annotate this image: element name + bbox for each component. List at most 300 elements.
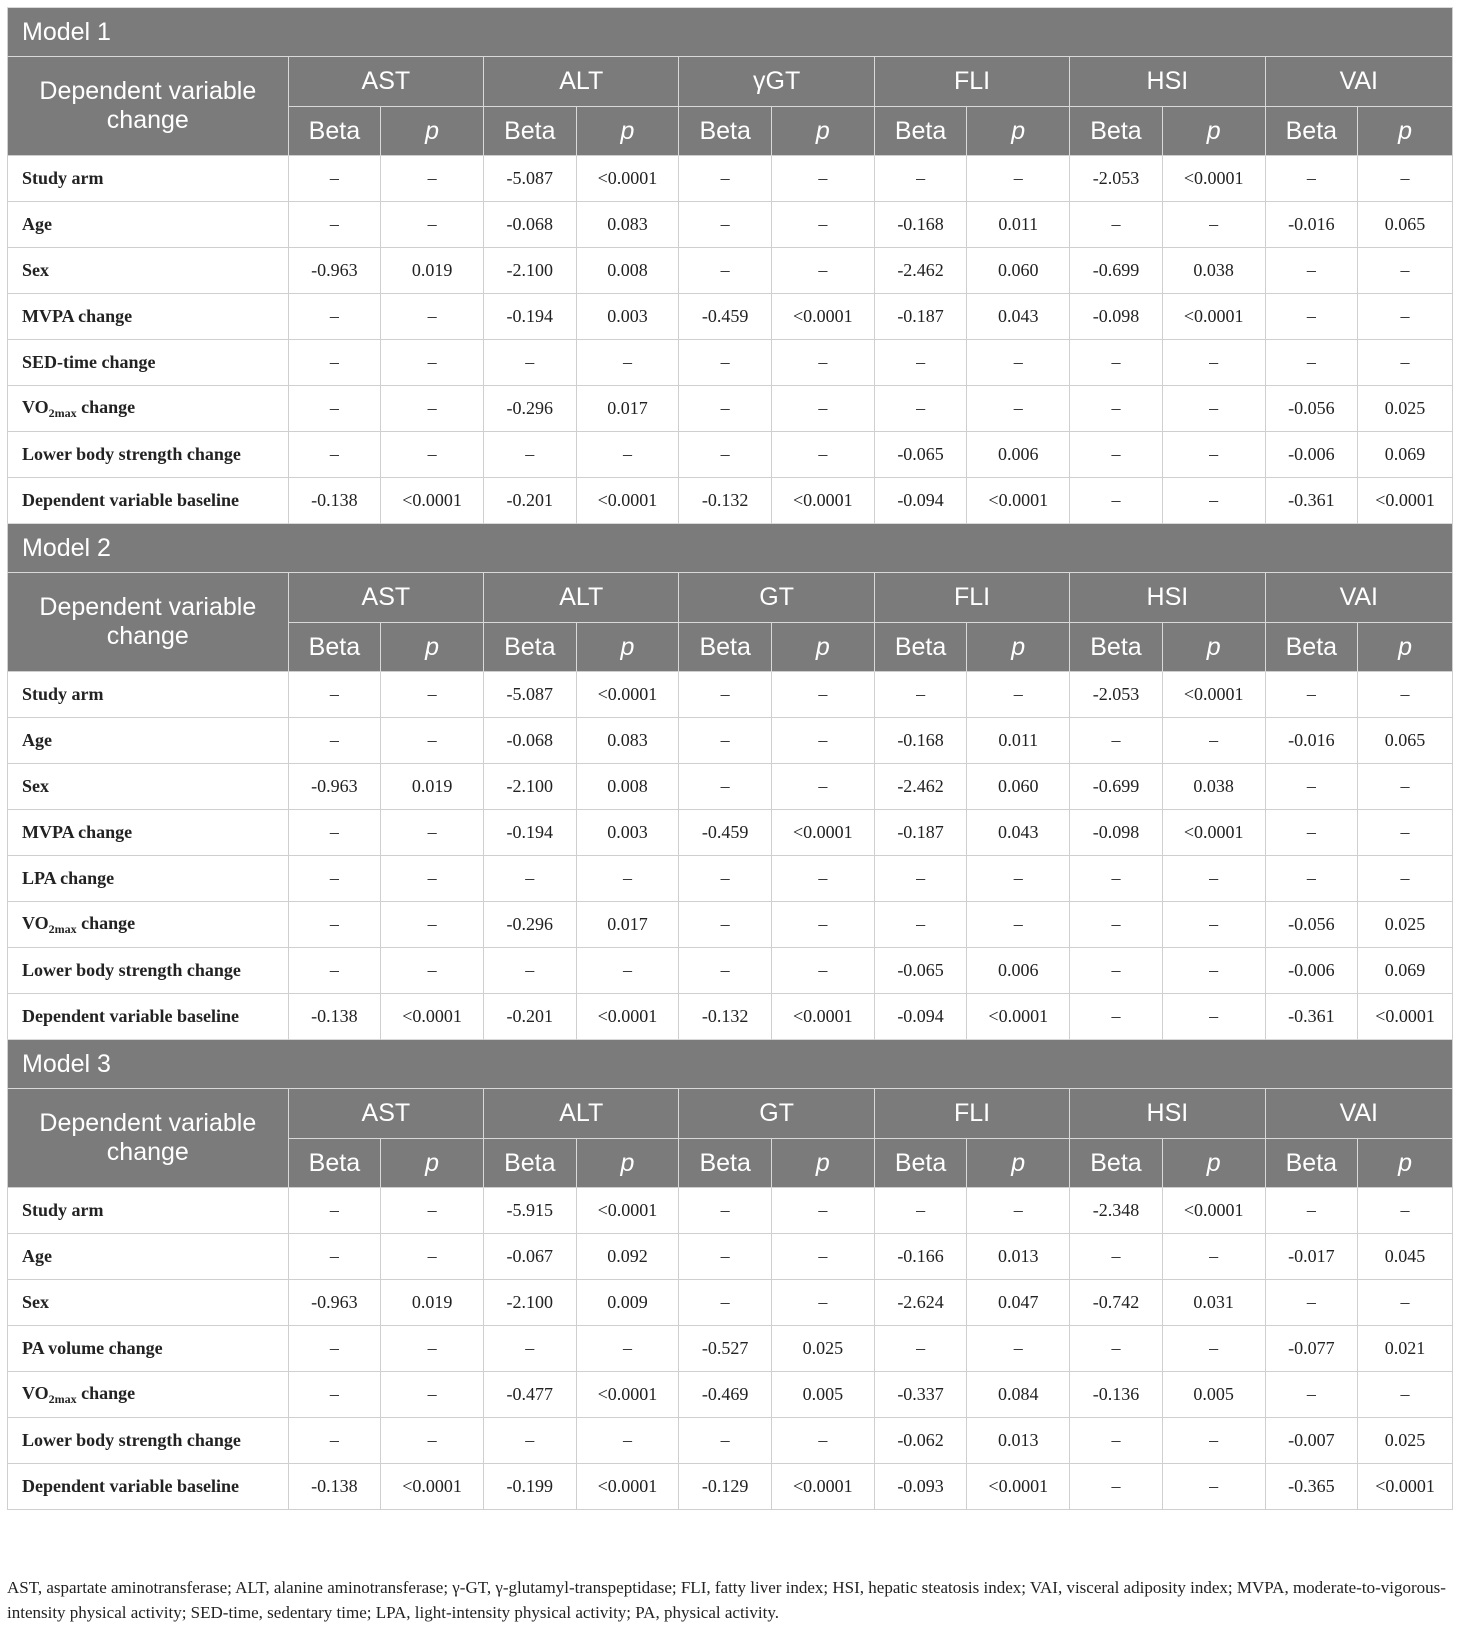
p-value-cell: – xyxy=(771,1418,874,1464)
beta-cell: – xyxy=(1265,248,1358,294)
p-value-cell: – xyxy=(771,948,874,994)
p-value-cell: – xyxy=(967,386,1070,432)
beta-cell: -0.056 xyxy=(1265,386,1358,432)
beta-cell: -0.459 xyxy=(679,294,772,340)
beta-header: Beta xyxy=(484,107,577,156)
outcome-column-header: γGT xyxy=(679,57,874,107)
p-value-header xyxy=(1162,623,1265,672)
regression-results-table xyxy=(7,7,1453,1510)
p-value-cell: <0.0001 xyxy=(771,478,874,524)
model-title-row xyxy=(8,524,1453,573)
p-value-cell: – xyxy=(381,948,484,994)
beta-cell: – xyxy=(1070,902,1163,948)
beta-cell: – xyxy=(484,856,577,902)
p-value-cell: <0.0001 xyxy=(771,294,874,340)
p-value-cell: – xyxy=(576,340,679,386)
p-value-cell: – xyxy=(1358,1280,1453,1326)
beta-cell: – xyxy=(1070,386,1163,432)
beta-cell: -0.138 xyxy=(288,478,381,524)
p-value-cell: 0.069 xyxy=(1358,432,1453,478)
beta-cell: – xyxy=(679,1188,772,1234)
row-label: Age xyxy=(8,718,289,764)
beta-cell: -0.056 xyxy=(1265,902,1358,948)
beta-header: Beta xyxy=(874,623,967,672)
p-value-cell: – xyxy=(967,1326,1070,1372)
p-value-cell: <0.0001 xyxy=(1358,478,1453,524)
beta-cell: – xyxy=(679,1234,772,1280)
beta-cell: -0.699 xyxy=(1070,248,1163,294)
p-value-cell: – xyxy=(1358,294,1453,340)
table-row xyxy=(8,764,1453,810)
p-value-cell: 0.025 xyxy=(1358,902,1453,948)
beta-cell: -0.187 xyxy=(874,810,967,856)
beta-cell: – xyxy=(874,672,967,718)
model-title-row xyxy=(8,8,1453,57)
p-value-cell: 0.047 xyxy=(967,1280,1070,1326)
beta-cell: – xyxy=(484,1326,577,1372)
p-value-cell: – xyxy=(771,432,874,478)
p-value-header xyxy=(1162,1139,1265,1188)
p-label: p xyxy=(1011,116,1026,145)
dependent-variable-header: Dependent variable change xyxy=(8,57,289,156)
p-value-cell: – xyxy=(381,340,484,386)
p-value-cell: – xyxy=(381,1326,484,1372)
p-value-cell: – xyxy=(771,1188,874,1234)
p-value-cell: 0.038 xyxy=(1162,248,1265,294)
beta-cell: -0.365 xyxy=(1265,1464,1358,1510)
beta-cell: – xyxy=(288,1188,381,1234)
p-label: p xyxy=(815,1148,830,1177)
p-value-cell: <0.0001 xyxy=(967,1464,1070,1510)
table-row xyxy=(8,1326,1453,1372)
p-value-header xyxy=(1162,107,1265,156)
p-value-cell: – xyxy=(1162,1234,1265,1280)
p-value-cell: 0.006 xyxy=(967,432,1070,478)
row-label: $VO_{2max}$ change xyxy=(8,386,289,432)
p-value-cell: – xyxy=(967,1188,1070,1234)
beta-header: Beta xyxy=(1070,623,1163,672)
p-value-cell: <0.0001 xyxy=(576,1464,679,1510)
p-value-header xyxy=(381,1139,484,1188)
p-value-cell: – xyxy=(381,810,484,856)
p-label: p xyxy=(1398,632,1412,661)
outcome-column-header: ALT xyxy=(484,573,679,623)
model-title: Model 1 xyxy=(8,8,1453,57)
beta-cell: -0.168 xyxy=(874,718,967,764)
beta-header: Beta xyxy=(288,623,381,672)
outcome-column-header: HSI xyxy=(1070,57,1265,107)
p-value-cell: 0.003 xyxy=(576,294,679,340)
p-value-cell: – xyxy=(771,1234,874,1280)
outcome-column-header: HSI xyxy=(1070,573,1265,623)
beta-cell: -0.068 xyxy=(484,202,577,248)
beta-cell: -0.742 xyxy=(1070,1280,1163,1326)
beta-cell: – xyxy=(288,202,381,248)
table-row xyxy=(8,902,1453,948)
p-value-cell: – xyxy=(771,156,874,202)
p-value-cell: – xyxy=(1358,856,1453,902)
beta-cell: -0.065 xyxy=(874,948,967,994)
beta-cell: – xyxy=(1070,1234,1163,1280)
p-value-cell: – xyxy=(381,1234,484,1280)
p-value-cell: 0.031 xyxy=(1162,1280,1265,1326)
p-value-header xyxy=(967,107,1070,156)
row-label: Sex xyxy=(8,764,289,810)
beta-header: Beta xyxy=(484,623,577,672)
p-label: p xyxy=(1398,116,1412,145)
beta-header: Beta xyxy=(1265,1139,1358,1188)
p-label: p xyxy=(815,632,830,661)
p-value-cell: 0.043 xyxy=(967,294,1070,340)
p-value-cell: – xyxy=(1162,432,1265,478)
p-value-cell: – xyxy=(381,902,484,948)
beta-cell: – xyxy=(288,294,381,340)
beta-cell: -2.100 xyxy=(484,248,577,294)
beta-cell: -5.915 xyxy=(484,1188,577,1234)
table-row xyxy=(8,156,1453,202)
table-row xyxy=(8,810,1453,856)
row-label: Dependent variable baseline xyxy=(8,478,289,524)
beta-cell: – xyxy=(288,948,381,994)
p-value-cell: <0.0001 xyxy=(1162,294,1265,340)
p-value-cell: 0.021 xyxy=(1358,1326,1453,1372)
p-value-cell: – xyxy=(381,856,484,902)
beta-cell: -2.100 xyxy=(484,764,577,810)
beta-cell: -2.462 xyxy=(874,248,967,294)
beta-header: Beta xyxy=(874,1139,967,1188)
p-value-cell: – xyxy=(576,432,679,478)
row-label: SED-time change xyxy=(8,340,289,386)
p-value-cell: 0.013 xyxy=(967,1234,1070,1280)
p-value-header xyxy=(381,623,484,672)
beta-cell: -0.007 xyxy=(1265,1418,1358,1464)
model-title: Model 2 xyxy=(8,524,1453,573)
p-label: p xyxy=(1398,1148,1412,1177)
p-value-cell: – xyxy=(381,672,484,718)
table-row xyxy=(8,1464,1453,1510)
beta-cell: -0.132 xyxy=(679,994,772,1040)
beta-cell: – xyxy=(679,1280,772,1326)
p-value-cell: 0.065 xyxy=(1358,202,1453,248)
beta-cell: – xyxy=(1070,1326,1163,1372)
p-value-header xyxy=(576,623,679,672)
p-value-cell: <0.0001 xyxy=(381,994,484,1040)
beta-cell: – xyxy=(288,1372,381,1418)
outcome-column-header: VAI xyxy=(1265,573,1452,623)
p-value-cell: 0.019 xyxy=(381,764,484,810)
column-header-row xyxy=(8,57,1453,107)
beta-cell: – xyxy=(679,672,772,718)
row-label: Lower body strength change xyxy=(8,1418,289,1464)
table-footnote: AST, aspartate aminotransferase; ALT, alanine aminotransferase; γ-GT, γ-glutamyl-transpeptidase; FLI, fatty liver index; HSI, hepatic steatosis index; VAI, visceral adiposity index; MVPA, moderate-to-vigorous-intensity physical activity; SED-time, sedentary time; LPA, light-intensity physical activity; PA, physical activity. xyxy=(7,1578,1446,1622)
table-row xyxy=(8,856,1453,902)
p-value-cell: – xyxy=(1162,386,1265,432)
p-value-cell: – xyxy=(1358,1188,1453,1234)
p-value-cell: – xyxy=(576,948,679,994)
p-value-cell: – xyxy=(381,718,484,764)
beta-cell: -0.093 xyxy=(874,1464,967,1510)
p-value-cell: <0.0001 xyxy=(1162,156,1265,202)
p-value-cell: – xyxy=(381,202,484,248)
beta-header: Beta xyxy=(679,107,772,156)
row-label: $VO_{2max}$ change xyxy=(8,1372,289,1418)
outcome-column-header: AST xyxy=(288,57,483,107)
p-value-cell: 0.008 xyxy=(576,248,679,294)
p-value-cell: <0.0001 xyxy=(576,1372,679,1418)
row-label: Study arm xyxy=(8,672,289,718)
beta-cell: – xyxy=(1265,672,1358,718)
beta-cell: – xyxy=(288,672,381,718)
beta-cell: -0.477 xyxy=(484,1372,577,1418)
beta-cell: – xyxy=(679,432,772,478)
beta-cell: – xyxy=(1070,856,1163,902)
p-value-header xyxy=(967,623,1070,672)
p-value-cell: 0.045 xyxy=(1358,1234,1453,1280)
table-row xyxy=(8,294,1453,340)
p-value-cell: <0.0001 xyxy=(576,156,679,202)
row-label: PA volume change xyxy=(8,1326,289,1372)
p-value-cell: 0.011 xyxy=(967,202,1070,248)
beta-header: Beta xyxy=(1070,107,1163,156)
table-row xyxy=(8,386,1453,432)
beta-cell: -0.201 xyxy=(484,478,577,524)
beta-cell: – xyxy=(679,386,772,432)
p-value-cell: – xyxy=(1162,948,1265,994)
p-value-cell: – xyxy=(771,764,874,810)
p-value-cell: – xyxy=(967,856,1070,902)
beta-cell: – xyxy=(874,386,967,432)
outcome-column-header: ALT xyxy=(484,57,679,107)
p-value-cell: – xyxy=(967,902,1070,948)
beta-cell: -0.077 xyxy=(1265,1326,1358,1372)
p-value-cell: – xyxy=(967,156,1070,202)
beta-cell: – xyxy=(874,340,967,386)
p-value-cell: – xyxy=(1162,718,1265,764)
beta-header: Beta xyxy=(1265,623,1358,672)
row-label: LPA change xyxy=(8,856,289,902)
beta-cell: -0.166 xyxy=(874,1234,967,1280)
p-value-cell: <0.0001 xyxy=(1358,1464,1453,1510)
beta-cell: – xyxy=(1070,202,1163,248)
row-label: Study arm xyxy=(8,156,289,202)
beta-cell: -0.017 xyxy=(1265,1234,1358,1280)
p-label: p xyxy=(1206,116,1221,145)
beta-cell: -0.199 xyxy=(484,1464,577,1510)
beta-cell: -0.006 xyxy=(1265,948,1358,994)
dependent-variable-header: Dependent variable change xyxy=(8,1089,289,1188)
p-value-cell: – xyxy=(1162,1418,1265,1464)
beta-cell: -0.963 xyxy=(288,764,381,810)
beta-cell: – xyxy=(679,718,772,764)
outcome-column-header: FLI xyxy=(874,573,1069,623)
beta-cell: – xyxy=(288,718,381,764)
beta-cell: – xyxy=(484,948,577,994)
row-label: Age xyxy=(8,1234,289,1280)
p-label: p xyxy=(620,116,635,145)
p-value-cell: – xyxy=(1358,672,1453,718)
p-value-cell: 0.017 xyxy=(576,386,679,432)
beta-cell: – xyxy=(1265,156,1358,202)
p-value-cell: – xyxy=(576,1418,679,1464)
beta-cell: – xyxy=(1265,856,1358,902)
p-label: p xyxy=(815,116,830,145)
beta-cell: – xyxy=(1070,718,1163,764)
model-title: Model 3 xyxy=(8,1040,1453,1089)
beta-cell: -0.016 xyxy=(1265,202,1358,248)
beta-cell: -0.006 xyxy=(1265,432,1358,478)
p-value-cell: – xyxy=(1358,1372,1453,1418)
p-value-header xyxy=(381,107,484,156)
p-value-cell: 0.006 xyxy=(967,948,1070,994)
p-value-cell: <0.0001 xyxy=(771,994,874,1040)
beta-cell: – xyxy=(874,902,967,948)
p-value-cell: 0.005 xyxy=(1162,1372,1265,1418)
p-value-header xyxy=(1358,107,1453,156)
beta-header: Beta xyxy=(1265,107,1358,156)
p-value-cell: – xyxy=(771,672,874,718)
p-value-cell: – xyxy=(1358,248,1453,294)
p-value-header xyxy=(576,1139,679,1188)
beta-cell: – xyxy=(679,340,772,386)
p-label: p xyxy=(1011,632,1026,661)
p-value-cell: <0.0001 xyxy=(381,478,484,524)
beta-cell: -2.348 xyxy=(1070,1188,1163,1234)
beta-cell: – xyxy=(288,810,381,856)
p-value-cell: <0.0001 xyxy=(381,1464,484,1510)
beta-cell: – xyxy=(679,856,772,902)
p-value-header xyxy=(771,623,874,672)
table-row xyxy=(8,478,1453,524)
beta-cell: – xyxy=(1070,994,1163,1040)
beta-cell: -0.201 xyxy=(484,994,577,1040)
row-label: $VO_{2max}$ change xyxy=(8,902,289,948)
p-value-cell: – xyxy=(576,856,679,902)
p-value-cell: 0.083 xyxy=(576,718,679,764)
p-label: p xyxy=(1206,632,1221,661)
dependent-variable-header: Dependent variable change xyxy=(8,573,289,672)
outcome-column-header: ALT xyxy=(484,1089,679,1139)
p-label: p xyxy=(425,632,440,661)
beta-cell: -0.129 xyxy=(679,1464,772,1510)
table-row xyxy=(8,340,1453,386)
table-row xyxy=(8,1418,1453,1464)
beta-cell: -0.296 xyxy=(484,386,577,432)
beta-cell: -0.016 xyxy=(1265,718,1358,764)
p-label: p xyxy=(425,116,440,145)
beta-cell: – xyxy=(679,948,772,994)
row-label: Lower body strength change xyxy=(8,948,289,994)
beta-cell: – xyxy=(288,432,381,478)
p-value-cell: <0.0001 xyxy=(771,810,874,856)
beta-cell: – xyxy=(1265,810,1358,856)
p-value-cell: 0.083 xyxy=(576,202,679,248)
p-value-cell: – xyxy=(771,1280,874,1326)
p-value-cell: – xyxy=(771,856,874,902)
beta-cell: -0.138 xyxy=(288,994,381,1040)
p-value-cell: 0.013 xyxy=(967,1418,1070,1464)
p-value-cell: – xyxy=(771,718,874,764)
beta-cell: -2.462 xyxy=(874,764,967,810)
beta-cell: – xyxy=(1265,1372,1358,1418)
beta-cell: – xyxy=(1265,1188,1358,1234)
p-value-header xyxy=(1358,623,1453,672)
p-value-cell: <0.0001 xyxy=(576,994,679,1040)
p-value-cell: – xyxy=(1162,1464,1265,1510)
p-value-cell: 0.025 xyxy=(771,1326,874,1372)
p-value-cell: – xyxy=(381,386,484,432)
beta-cell: -0.459 xyxy=(679,810,772,856)
p-value-cell: – xyxy=(1358,156,1453,202)
beta-cell: – xyxy=(679,156,772,202)
beta-cell: -0.527 xyxy=(679,1326,772,1372)
beta-cell: – xyxy=(679,1418,772,1464)
p-value-cell: 0.069 xyxy=(1358,948,1453,994)
table-row xyxy=(8,1280,1453,1326)
p-value-cell: – xyxy=(771,386,874,432)
p-value-cell: 0.017 xyxy=(576,902,679,948)
table-row xyxy=(8,672,1453,718)
p-value-cell: – xyxy=(381,156,484,202)
beta-cell: -0.098 xyxy=(1070,810,1163,856)
p-value-header xyxy=(1358,1139,1453,1188)
p-label: p xyxy=(425,1148,440,1177)
p-value-cell: 0.005 xyxy=(771,1372,874,1418)
beta-cell: – xyxy=(1070,948,1163,994)
beta-cell: -0.296 xyxy=(484,902,577,948)
beta-header: Beta xyxy=(288,107,381,156)
beta-cell: -0.963 xyxy=(288,1280,381,1326)
beta-cell: – xyxy=(288,340,381,386)
outcome-column-header: HSI xyxy=(1070,1089,1265,1139)
p-label: p xyxy=(1011,1148,1026,1177)
row-label: Study arm xyxy=(8,1188,289,1234)
table-row xyxy=(8,432,1453,478)
p-value-cell: – xyxy=(1162,202,1265,248)
table-row xyxy=(8,1188,1453,1234)
beta-cell: – xyxy=(288,902,381,948)
outcome-column-header: VAI xyxy=(1265,57,1452,107)
row-label: MVPA change xyxy=(8,294,289,340)
p-value-cell: – xyxy=(1162,902,1265,948)
beta-cell: -0.168 xyxy=(874,202,967,248)
beta-cell: – xyxy=(288,1418,381,1464)
beta-cell: -5.087 xyxy=(484,672,577,718)
beta-cell: -0.361 xyxy=(1265,478,1358,524)
beta-cell: -2.624 xyxy=(874,1280,967,1326)
p-value-cell: – xyxy=(1162,340,1265,386)
beta-cell: -2.053 xyxy=(1070,156,1163,202)
beta-cell: – xyxy=(1070,432,1163,478)
p-value-cell: <0.0001 xyxy=(967,478,1070,524)
beta-header: Beta xyxy=(484,1139,577,1188)
outcome-column-header: VAI xyxy=(1265,1089,1452,1139)
beta-cell: -0.361 xyxy=(1265,994,1358,1040)
p-value-cell: – xyxy=(1358,810,1453,856)
p-value-cell: – xyxy=(1358,340,1453,386)
p-value-header xyxy=(576,107,679,156)
p-value-cell: – xyxy=(1358,764,1453,810)
table-row xyxy=(8,248,1453,294)
beta-cell: – xyxy=(1265,764,1358,810)
beta-header: Beta xyxy=(1070,1139,1163,1188)
p-value-cell: 0.019 xyxy=(381,248,484,294)
outcome-column-header: FLI xyxy=(874,57,1069,107)
beta-cell: -0.194 xyxy=(484,294,577,340)
beta-cell: – xyxy=(679,902,772,948)
beta-cell: -0.138 xyxy=(288,1464,381,1510)
beta-cell: – xyxy=(1265,340,1358,386)
beta-cell: -0.132 xyxy=(679,478,772,524)
